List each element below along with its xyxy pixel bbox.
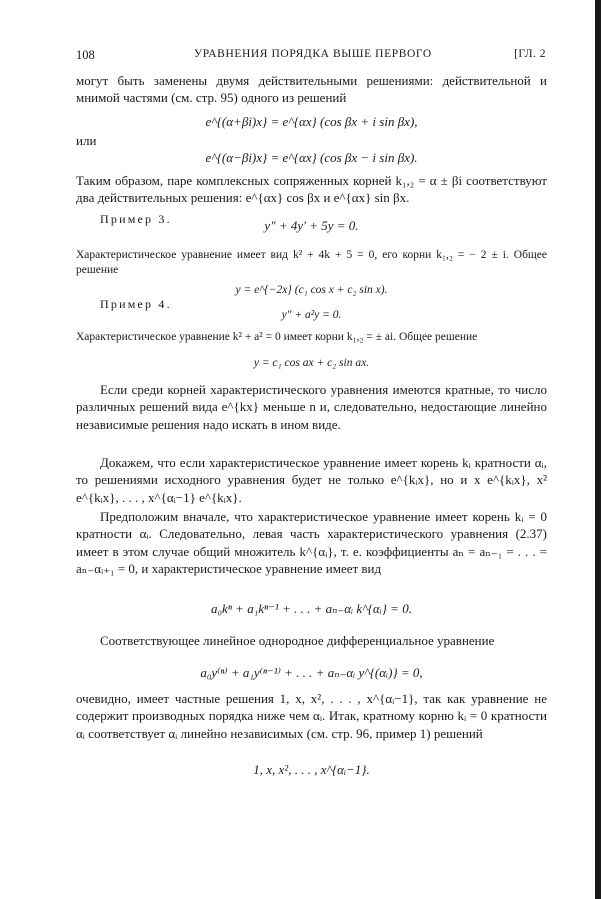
paragraph-1: могут быть заменены двумя действительными решениями: действительной и мнимой частями (см. стр. 95) одного из решений	[76, 73, 547, 106]
paragraph-7: Предположим вначале, что характеристическое уравнение имеет корень kᵢ = 0 кратности αᵢ. Следовательно, левая часть характеристического уравнения (2.37) имеет в этом случае общий множитель k^{αᵢ}, т. е. коэффициенты aₙ = aₙ₋₁ = . . . = aₙ₋αᵢ₊₁ = 0, и характеристическое уравнение имеет вид	[76, 509, 547, 576]
equation-9: 1, x, x², . . . , x^{αᵢ−1}.	[253, 762, 370, 777]
example-4-label: Пример 4.	[100, 297, 172, 311]
equation-7: a₀kⁿ + a₁kⁿ⁻¹ + . . . + aₙ₋αᵢ k^{αᵢ} = 0.	[211, 601, 412, 616]
paragraph-9: очевидно, имеет частные решения 1, x, x², . . . , x^{αᵢ−1}, так как уравнение не содержит производных порядка ниже чем αᵢ. Итак, кратному корню kᵢ = 0 кратности αᵢ соответствует αᵢ линейно независимых (см. стр. 96, пример 1) решений	[76, 691, 547, 741]
equation-4: y = e^{−2x} (c₁ cos x + c₂ sin x).	[235, 284, 388, 296]
paragraph-2: Таким образом, паре комплексных сопряженных корней k₁,₂ = α ± βi соответствуют два действительных решения: e^{αx} cos βx и e^{αx} sin βx.	[76, 173, 547, 206]
running-title: УРАВНЕНИЯ ПОРЯДКА ВЫШЕ ПЕРВОГО	[194, 48, 432, 60]
paragraph-5: Если среди корней характеристического уравнения имеются кратные, то число различных решений вида e^{kx} меньше n и, следовательно, недостающие линейно независимые решения надо искать в ином виде.	[76, 382, 547, 432]
page-number: 108	[76, 48, 95, 62]
equation-6: y = c₁ cos ax + c₂ sin ax.	[253, 357, 370, 369]
equation-2: e^{(α−βi)x} = e^{αx} (cos βx − i sin βx).	[205, 150, 418, 165]
paragraph-8: Соответствующее линейное однородное дифференциальное уравнение	[100, 633, 495, 648]
equation-3: y″ + 4y′ + 5y = 0.	[264, 218, 359, 233]
equation-8: a₀y⁽ⁿ⁾ + a₁y⁽ⁿ⁻¹⁾ + . . . + aₙ₋αᵢ y^{(αᵢ)} = 0,	[200, 665, 423, 680]
paragraph-3: Характеристическое уравнение имеет вид k² + 4k + 5 = 0, его корни k₁,₂ = − 2 ± i. Общее решение	[76, 249, 547, 276]
chapter-label: [ГЛ. 2	[514, 48, 546, 60]
running-header	[76, 48, 546, 66]
paragraph-6: Докажем, что если характеристическое уравнение имеет корень kᵢ кратности αᵢ, то решениями исходного уравнения будет не только e^{kᵢx}, но и x e^{kᵢx}, x² e^{kᵢx}, . . . , x^{αᵢ−1} e^{kᵢx}.	[76, 455, 547, 505]
page-edge-shadow	[595, 0, 601, 899]
example-3-label: Пример 3.	[100, 212, 172, 226]
equation-5: y″ + a²y = 0.	[281, 309, 342, 321]
word-ili: или	[76, 133, 97, 148]
paragraph-4: Характеристическое уравнение k² + a² = 0 имеет корни k₁,₂ = ± ai. Общее решение	[76, 331, 478, 343]
equation-1: e^{(α+βi)x} = e^{αx} (cos βx + i sin βx),	[205, 114, 418, 129]
